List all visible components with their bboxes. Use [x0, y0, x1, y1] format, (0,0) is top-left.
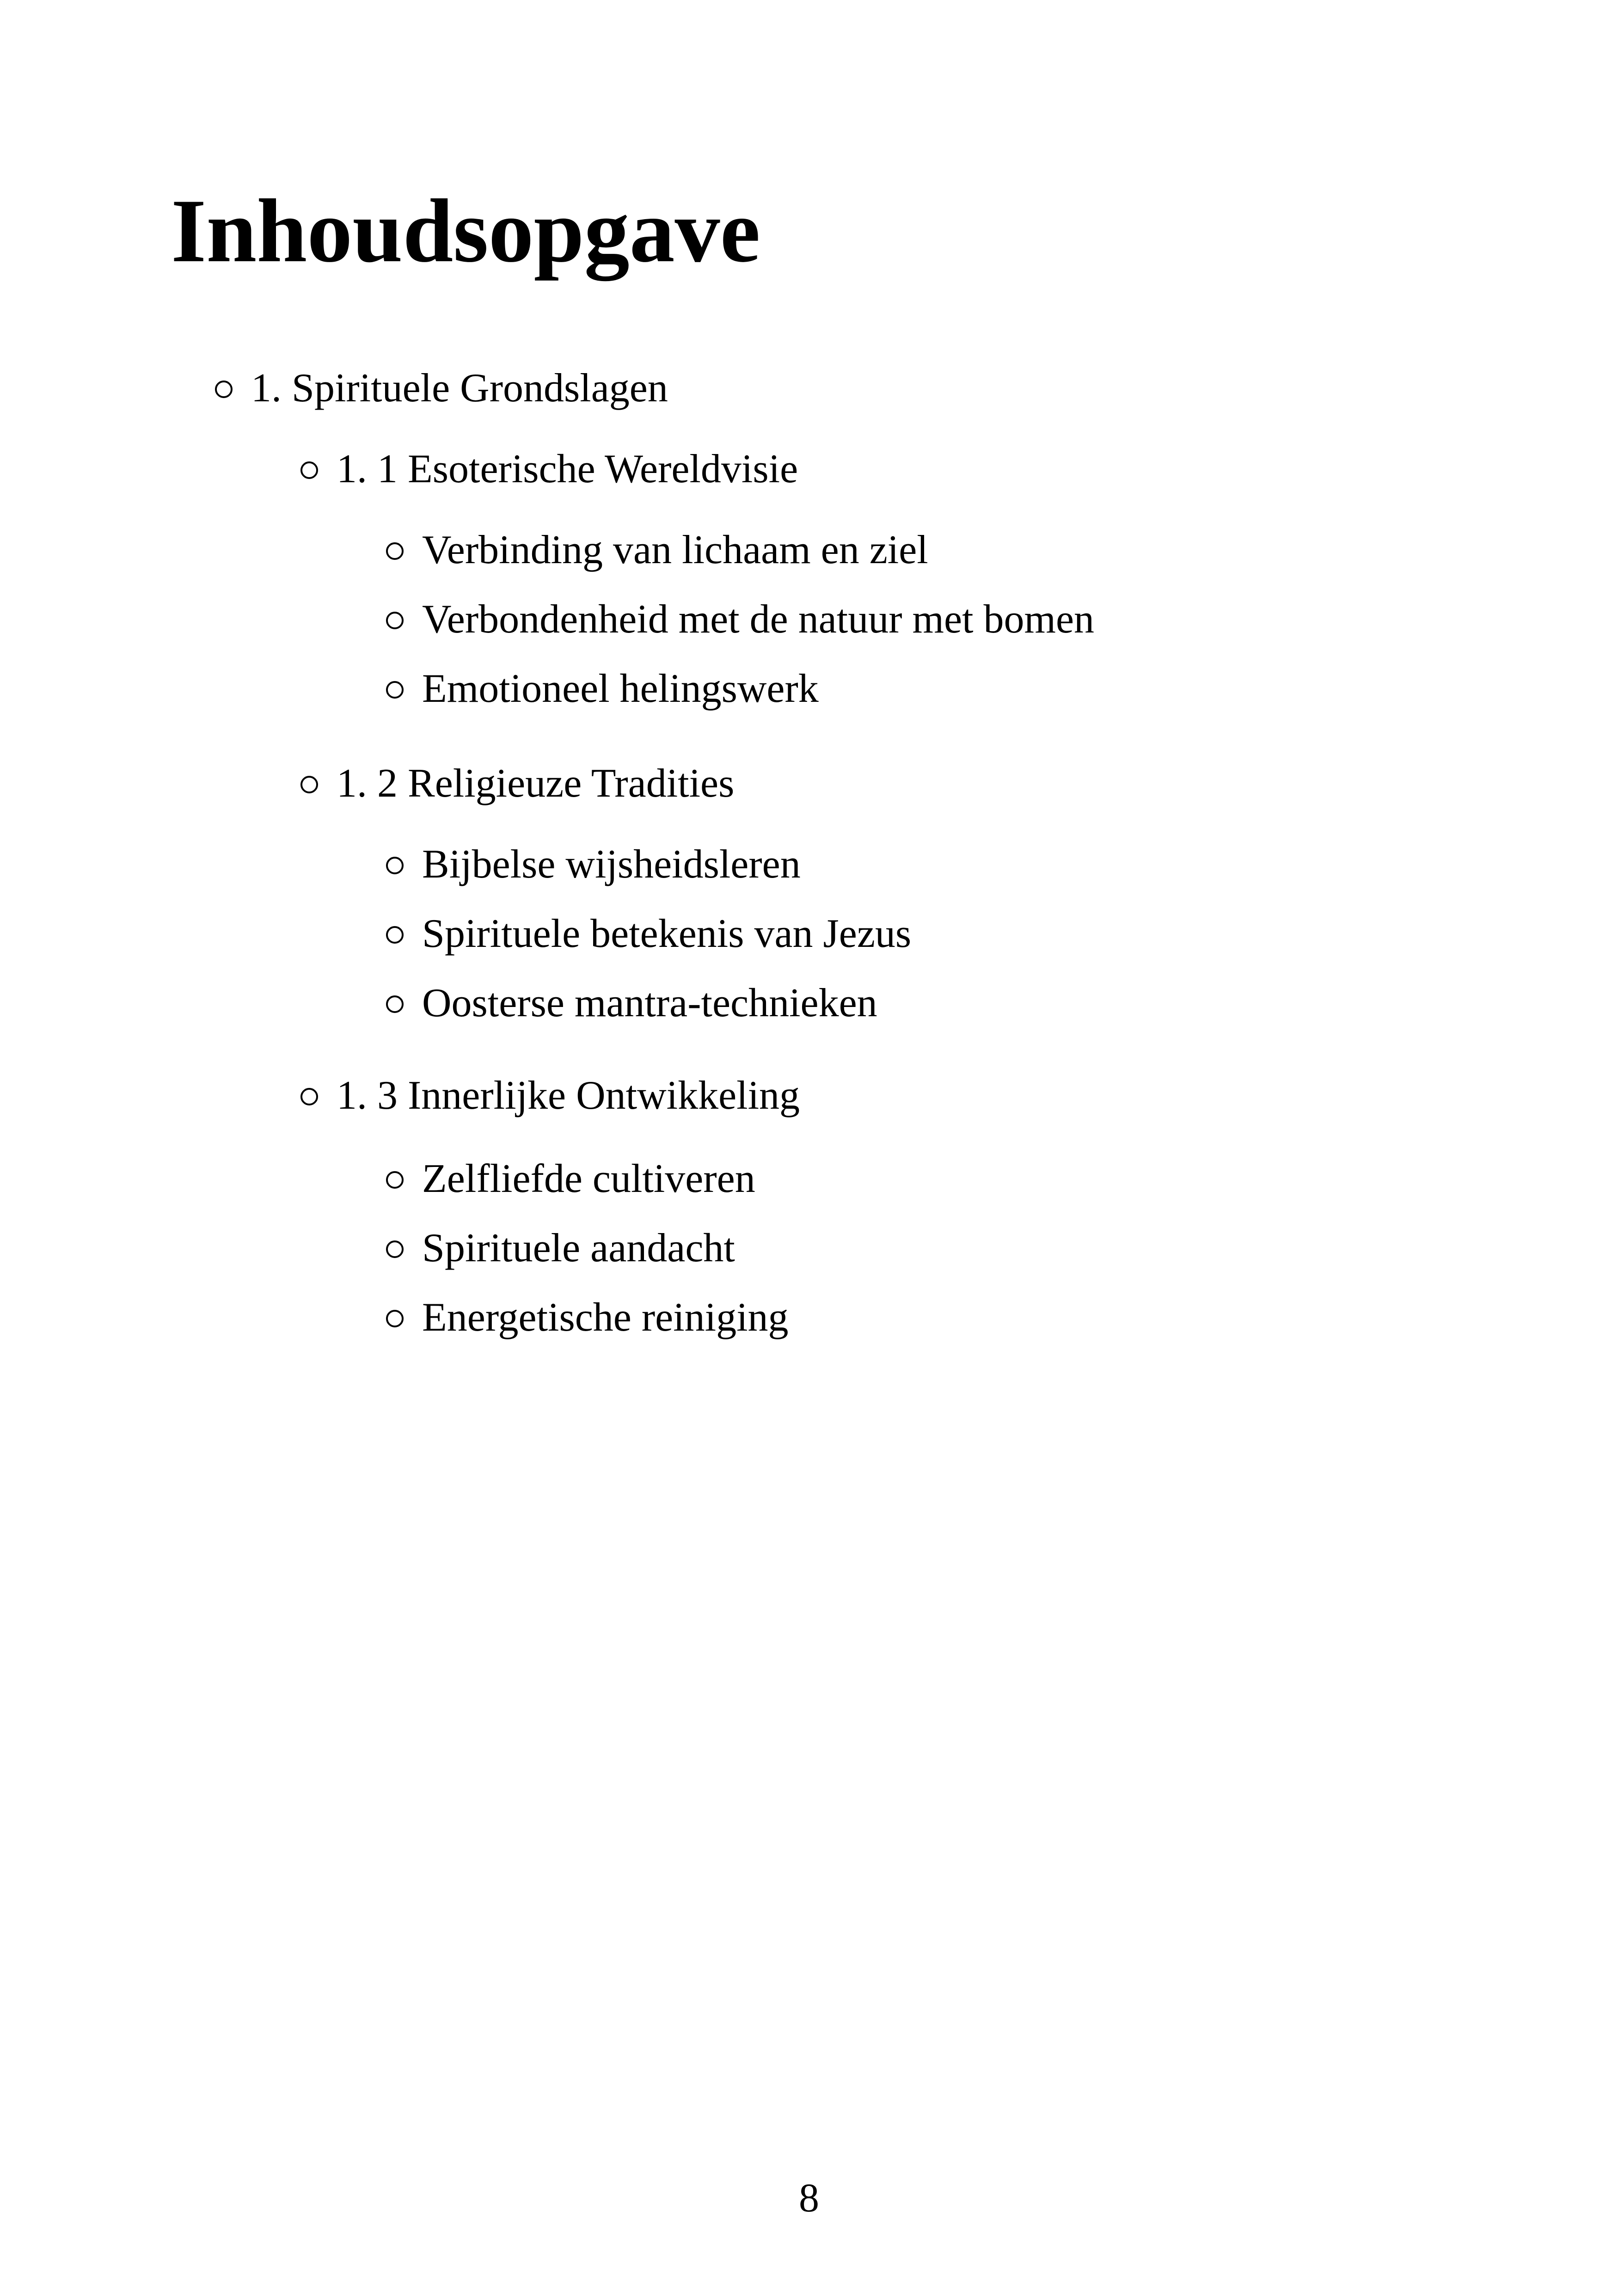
- toc-item[interactable]: [386, 1223, 735, 1274]
- toc-chapter[interactable]: [215, 363, 668, 414]
- toc-item[interactable]: [386, 909, 911, 959]
- toc-section-label: 1. 3 Innerlijke Ontwikkeling: [337, 1073, 800, 1118]
- toc-section[interactable]: [300, 1070, 800, 1121]
- circle-bullet-icon: [386, 857, 404, 874]
- toc-section-label: 1. 2 Religieuze Tradities: [337, 761, 735, 806]
- toc-item[interactable]: [386, 525, 928, 576]
- circle-bullet-icon: [386, 1240, 404, 1258]
- toc-chapter-label: 1. Spirituele Grondslagen: [251, 366, 668, 411]
- toc-section-label: 1. 1 Esoterische Wereldvisie: [337, 447, 798, 491]
- toc-item-label: Bijbelse wijsheidsleren: [422, 842, 801, 887]
- circle-bullet-icon: [386, 1171, 404, 1189]
- toc-item-label: Oosterse mantra-technieken: [422, 981, 877, 1025]
- page-number: 8: [799, 2176, 819, 2221]
- circle-bullet-icon: [386, 995, 404, 1013]
- toc-item[interactable]: [386, 1292, 789, 1343]
- toc-item[interactable]: [386, 1154, 755, 1204]
- toc-item-label: Emotioneel helingswerk: [422, 666, 819, 711]
- toc-item[interactable]: [386, 978, 877, 1029]
- circle-bullet-icon: [386, 612, 404, 629]
- circle-bullet-icon: [386, 1310, 404, 1327]
- circle-bullet-icon: [386, 681, 404, 699]
- page-title: Inhoudsopgave: [171, 181, 760, 281]
- toc-item-label: Verbinding van lichaam en ziel: [422, 528, 928, 572]
- circle-bullet-icon: [386, 926, 404, 944]
- circle-bullet-icon: [300, 461, 318, 479]
- toc-item-label: Verbondenheid met de natuur met bomen: [422, 597, 1095, 642]
- toc-section[interactable]: [300, 444, 798, 495]
- toc-item[interactable]: [386, 594, 1094, 645]
- toc-item[interactable]: [386, 663, 819, 714]
- toc-item-label: Zelfliefde cultiveren: [422, 1156, 755, 1201]
- toc-item[interactable]: [386, 839, 801, 890]
- circle-bullet-icon: [300, 1088, 318, 1105]
- circle-bullet-icon: [386, 542, 404, 560]
- circle-bullet-icon: [300, 776, 318, 793]
- circle-bullet-icon: [215, 381, 233, 398]
- toc-item-label: Spirituele betekenis van Jezus: [422, 911, 912, 956]
- toc-item-label: Energetische reiniging: [422, 1295, 789, 1340]
- toc-item-label: Spirituele aandacht: [422, 1226, 735, 1271]
- toc-section[interactable]: [300, 758, 734, 809]
